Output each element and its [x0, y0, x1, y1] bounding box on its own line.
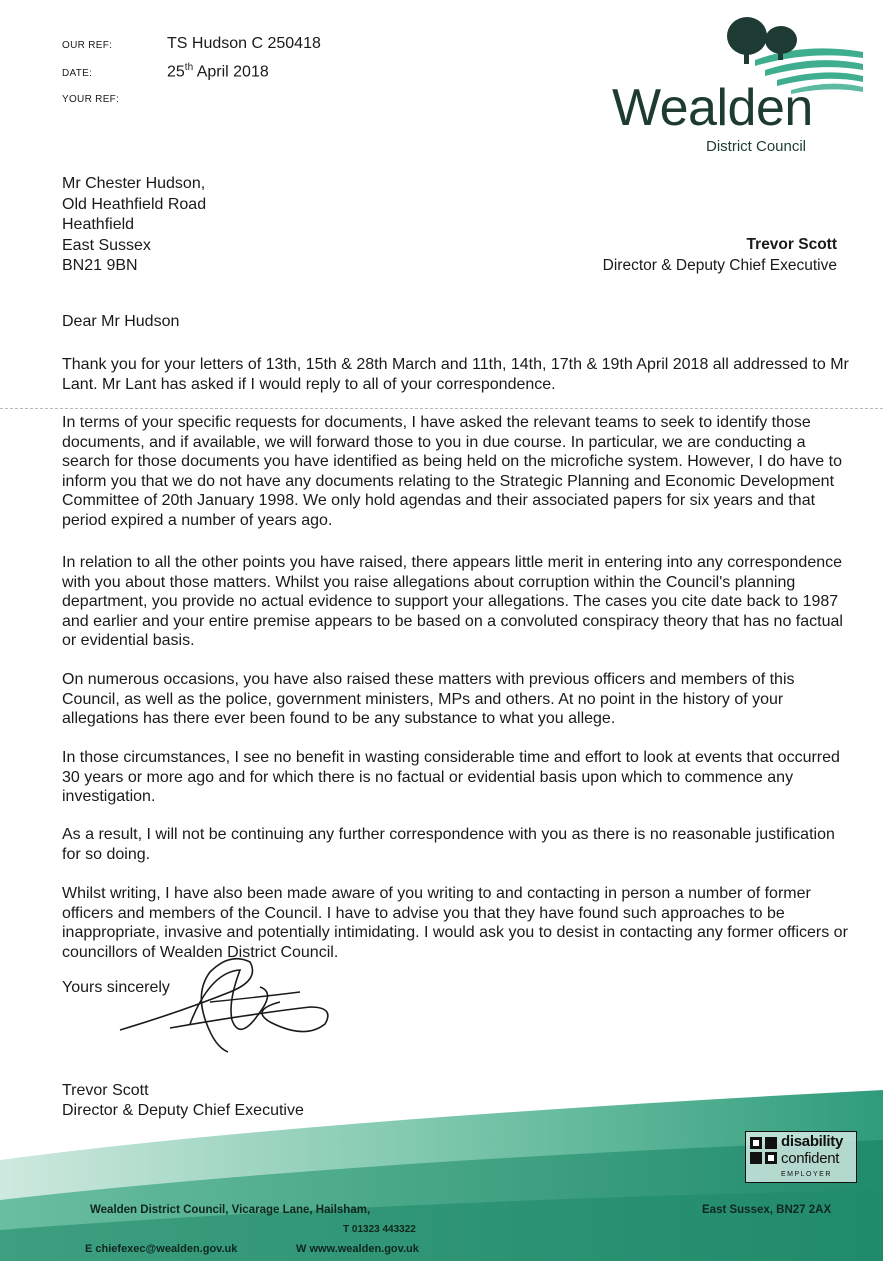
badge-top-text: disability — [781, 1133, 844, 1150]
address-line: East Sussex — [62, 236, 151, 254]
badge-mid-text: confident — [781, 1150, 840, 1167]
body-paragraph: As a result, I will not be continuing any further correspondence with you as there is no reasonable justification for so doing. — [62, 826, 835, 863]
footer-email[interactable]: E chiefexec@wealden.gov.uk — [85, 1243, 238, 1255]
disability-grid-icon — [750, 1137, 778, 1165]
salutation: Dear Mr Hudson — [62, 313, 180, 330]
scan-divider — [0, 408, 883, 409]
address-line: BN21 9BN — [62, 257, 138, 274]
date-day: 25 — [167, 63, 185, 81]
your-ref-label: YOUR REF: — [62, 94, 120, 105]
date-label: DATE: — [62, 68, 93, 79]
closing: Yours sincerely — [62, 979, 170, 996]
footer-address-left: Wealden District Council, Vicarage Lane, Hailsham, — [90, 1204, 371, 1216]
body-paragraph: On numerous occasions, you have also raised these matters with previous officers and members of this Council, as well as the police, government ministers, MPs and others. At no point in the history of your allegations has there ever been found to be any substance to what you allege. — [62, 671, 795, 728]
badge-bottom-text: EMPLOYER — [781, 1171, 832, 1178]
body-paragraph: In those circumstances, I see no benefit in wasting considerable time and effort to look at events that occurred 30 years or more ago and for which there is no factual or evidential basis upon which to commence any investigation. — [62, 749, 840, 806]
logo-subtitle: District Council — [706, 138, 807, 155]
date-rest: April 2018 — [193, 63, 269, 81]
address-line: Heathfield — [62, 216, 135, 233]
body-paragraph: In terms of your specific requests for documents, I have asked the relevant teams to seek to identify those documents, and if available, we will forward those to you in due course. In particular, we are conducting a search for those documents you have identified as being held on the microfiche system. However, I do have to inform you that we do not have any documents relating to the Strategic Planning and Economic Development Committee of 20th January 1998. We only hold agendas and their associated papers for six years and that period expired a number of years ago. — [62, 414, 842, 529]
signature-image — [110, 952, 340, 1062]
our-ref-value: TS Hudson C 250418 — [167, 35, 321, 52]
logo-wordmark: Wealden — [612, 79, 813, 137]
footer-address-right: East Sussex, BN27 2AX — [702, 1204, 832, 1216]
our-ref-label: OUR REF: — [62, 40, 113, 51]
sender-name: Trevor Scott — [746, 236, 837, 253]
body-paragraph: In relation to all the other points you have raised, there appears little merit in entering into any correspondence with you about those matters. Whilst you raise allegations about corruption within the Council's planning department, you provide no actual evidence to support your allegations. The cases you cite date back to 1987 and earlier and your entire premise appears to be based on a convoluted conspiracy theory that has no factual or evidential basis. — [62, 554, 843, 650]
disability-confident-badge — [745, 1131, 857, 1183]
letter-date — [167, 62, 269, 81]
date-suffix: th — [184, 62, 194, 73]
address-line: Old Heathfield Road — [62, 195, 207, 213]
body-paragraph: Thank you for your letters of 13th, 15th & 28th March and 11th, 14th, 17th & 19th April 2018 all addressed to Mr Lant. Mr Lant has asked if I would reply to all of your correspondence. — [62, 356, 849, 393]
signoff-name: Trevor Scott — [62, 1082, 149, 1099]
body-paragraph: Whilst writing, I have also been made aware of you writing to and contacting in person a number of former officers and members of the Council. I have to advise you that they have found such approaches to be inappropriate, invasive and potentially intimidating. I would ask you to desist in contacting any former officers or councillors of Wealden District Council. — [62, 885, 848, 961]
sender-block — [603, 234, 837, 276]
recipient-address — [62, 174, 206, 277]
sender-title: Director & Deputy Chief Executive — [602, 257, 837, 274]
signoff-title: Director & Deputy Chief Executive — [62, 1102, 304, 1119]
footer-telephone: T 01323 443322 — [343, 1224, 416, 1235]
address-line: Mr Chester Hudson, — [62, 175, 206, 192]
footer-website[interactable]: W www.wealden.gov.uk — [296, 1243, 419, 1255]
